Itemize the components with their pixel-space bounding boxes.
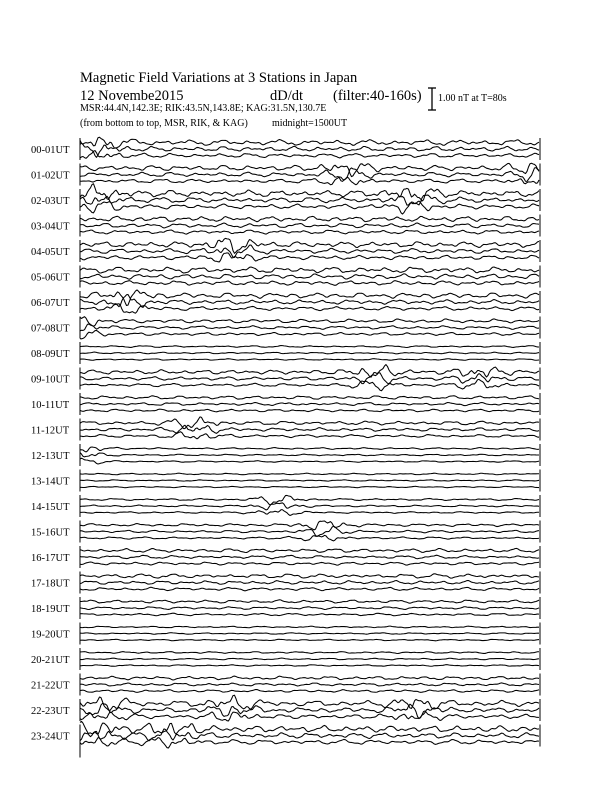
row-label: 16-17UT — [31, 553, 70, 564]
station-trace — [80, 359, 539, 361]
station-trace — [80, 396, 539, 399]
row-label: 07-08UT — [31, 323, 70, 335]
station-trace — [80, 195, 539, 205]
trace-row — [31, 648, 540, 670]
station-trace — [80, 510, 539, 516]
trace-row — [31, 238, 540, 262]
station-trace — [80, 683, 539, 686]
row-label: 00-01UT — [31, 145, 70, 156]
row-label: 12-13UT — [31, 451, 70, 462]
station-trace — [80, 652, 539, 654]
midnight-note: midnight=1500UT — [272, 118, 348, 129]
station-trace — [80, 184, 539, 201]
station-trace — [80, 317, 539, 327]
station-trace — [80, 452, 539, 456]
station-trace — [80, 458, 539, 464]
trace-row — [31, 266, 540, 288]
station-trace — [80, 665, 539, 667]
trace-row — [31, 342, 540, 364]
row-label: 04-05UT — [31, 247, 70, 258]
station-trace — [80, 503, 539, 510]
trace-row — [31, 623, 540, 645]
station-trace — [80, 216, 539, 221]
trace-row — [31, 317, 540, 339]
chart-quantity: dD/dt — [270, 88, 304, 104]
station-trace — [80, 281, 539, 286]
station-trace — [80, 290, 539, 306]
station-trace — [80, 230, 539, 234]
chart-date: 12 Novembe2015 — [80, 88, 184, 104]
station-trace — [80, 473, 539, 475]
station-trace — [80, 711, 539, 721]
station-trace — [80, 535, 539, 541]
station-trace — [80, 409, 539, 412]
row-label: 19-20UT — [31, 629, 70, 641]
trace-row — [31, 470, 540, 492]
station-trace — [80, 633, 539, 635]
station-trace — [80, 402, 539, 405]
trace-row — [31, 597, 540, 619]
row-label: 14-15UT — [31, 502, 70, 513]
row-label: 05-06UT — [31, 272, 70, 284]
station-trace — [80, 245, 539, 257]
chart-title: Magnetic Field Variations at 3 Stations in Japan — [80, 70, 358, 86]
row-label: 20-21UT — [31, 655, 70, 666]
station-trace — [80, 201, 539, 214]
trace-row — [31, 695, 540, 721]
trace-row — [31, 184, 540, 214]
station-trace — [80, 495, 539, 504]
station-trace — [80, 304, 539, 313]
station-trace — [80, 294, 539, 307]
station-trace — [80, 658, 539, 660]
scale-bar-label: 1.00 nT at T=80s — [438, 93, 507, 104]
station-trace — [80, 581, 539, 585]
row-label: 15-16UT — [31, 527, 70, 539]
row-label: 13-14UT — [31, 476, 70, 488]
trace-row — [31, 721, 540, 748]
station-trace — [80, 425, 539, 433]
station-trace — [80, 365, 539, 378]
station-trace — [80, 223, 539, 228]
station-trace — [80, 274, 539, 279]
station-trace — [80, 676, 539, 680]
trace-row — [31, 444, 540, 466]
station-trace — [80, 447, 539, 452]
station-trace — [80, 379, 539, 390]
station-trace — [80, 137, 539, 148]
row-label: 01-02UT — [31, 170, 70, 182]
chart-filter: (filter:40-160s) — [333, 88, 422, 104]
station-trace — [80, 574, 539, 578]
row-label: 10-11UT — [31, 400, 70, 411]
trace-rows — [31, 137, 540, 757]
station-trace — [80, 346, 539, 348]
trace-row — [31, 674, 540, 696]
row-label: 17-18UT — [31, 578, 70, 590]
station-trace — [80, 607, 539, 610]
row-label: 03-04UT — [31, 221, 70, 233]
row-label: 22-23UT — [31, 706, 70, 717]
row-label: 06-07UT — [31, 298, 70, 309]
scale-bar — [428, 88, 436, 110]
station-trace — [80, 555, 539, 559]
station-trace — [80, 480, 539, 481]
trace-row — [31, 521, 540, 543]
station-trace — [80, 352, 539, 354]
station-trace — [80, 695, 539, 710]
station-trace — [80, 613, 539, 616]
station-trace — [80, 626, 539, 628]
station-trace — [80, 562, 539, 565]
station-trace — [80, 324, 539, 331]
station-trace — [80, 729, 539, 741]
station-trace — [80, 177, 539, 185]
trace-row — [31, 393, 540, 415]
trace-row — [31, 495, 540, 517]
station-trace — [80, 373, 539, 384]
station-trace — [80, 521, 539, 530]
trace-row — [31, 163, 540, 185]
row-label: 21-22UT — [31, 680, 70, 692]
station-trace — [80, 253, 539, 262]
station-trace — [80, 690, 539, 693]
station-trace — [80, 587, 539, 591]
trace-row — [31, 365, 540, 391]
row-label: 18-19UT — [31, 604, 70, 615]
station-trace — [80, 600, 539, 604]
trace-row — [31, 546, 540, 568]
station-coordinates: MSR:44.4N,142.3E; RIK:43.5N,143.8E; KAG:31.5N,130.7E — [80, 103, 327, 114]
row-label: 02-03UT — [31, 196, 70, 207]
trace-row — [31, 215, 540, 237]
station-trace — [80, 417, 539, 429]
station-trace — [80, 639, 539, 641]
station-order-note: (from bottom to top, MSR, RIK, & KAG) — [80, 118, 248, 129]
row-label: 08-09UT — [31, 349, 70, 360]
trace-row — [31, 137, 540, 160]
trace-row — [31, 417, 540, 441]
station-trace — [80, 486, 539, 487]
station-trace — [80, 330, 539, 338]
station-trace — [80, 267, 539, 273]
trace-row — [31, 572, 540, 594]
trace-row — [31, 290, 540, 313]
station-trace — [80, 151, 539, 159]
row-label: 23-24UT — [31, 731, 70, 743]
station-trace — [80, 738, 539, 748]
row-label: 09-10UT — [31, 374, 70, 386]
row-label: 11-12UT — [31, 425, 70, 437]
station-trace — [80, 548, 539, 552]
station-trace — [80, 432, 539, 439]
